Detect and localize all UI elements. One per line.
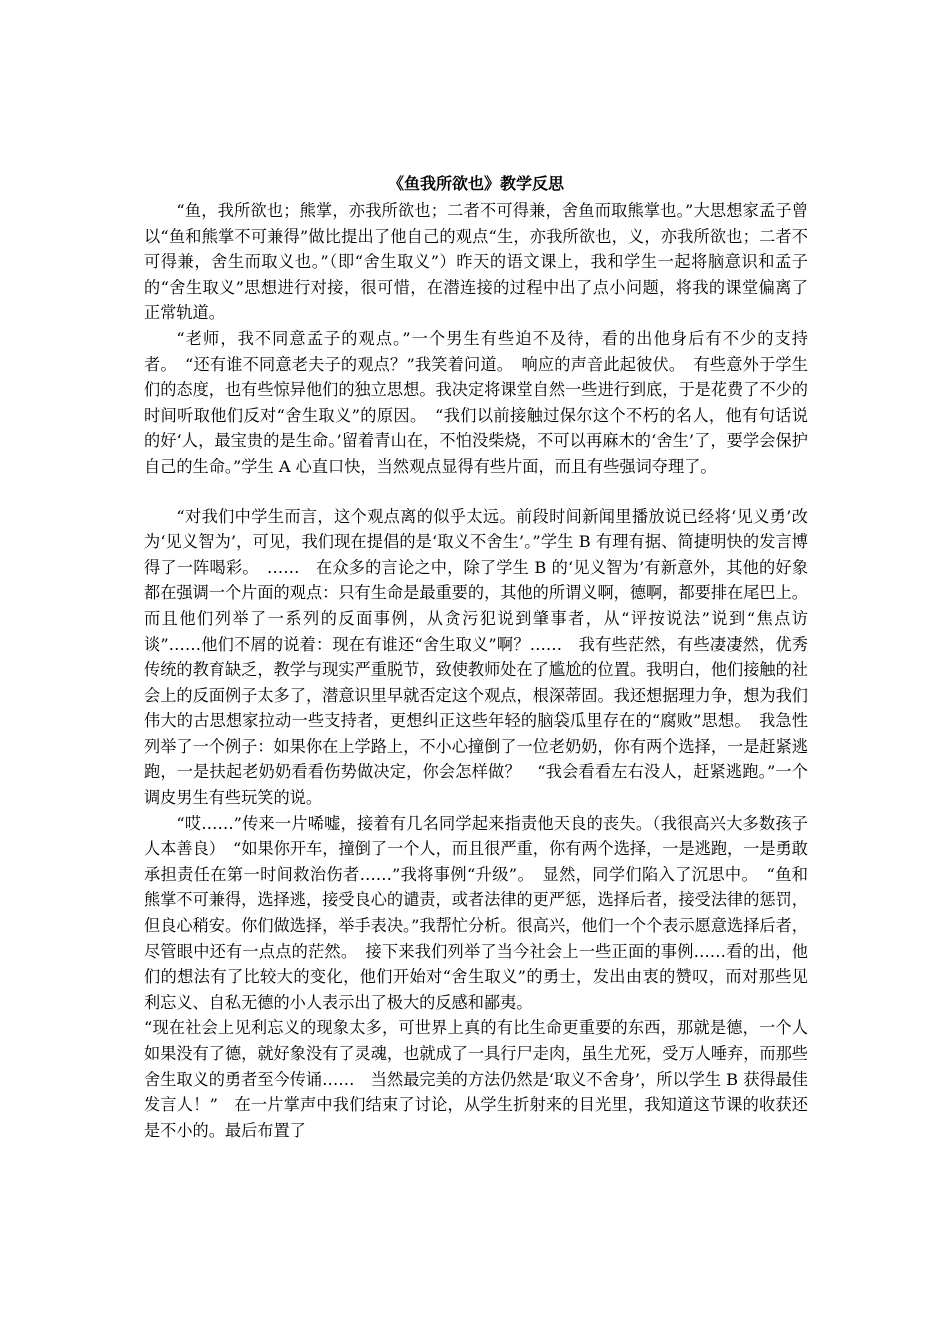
document-title: 《鱼我所欲也》教学反思 <box>387 174 564 193</box>
paragraph-2: “老师，我不同意孟子的观点。”一个男生有些迫不及待，看的出他身后有不少的支持者。 “还有谁不同意老夫子的观点？”我笑着问道。 响应的声音此起彼伏。 有些意外于学生们的态度，也有些惊异他们的独立思想。我决定将课堂自然一些进行到底，于是花费了不少的时间听取他们反对“舍生取义”的原因。 “我们以前接触过保尔这个不朽的名人，他有句话说的好‘人，最宝贵的是生命。’留着青山在，不怕没柴烧，不可以再麻木的‘舍生’了，要学会保护自己的生命。”学生 A 心直口快，当然观点显得有些片面，而且有些强词夺理了。 <box>144 328 808 476</box>
paragraph-1: “鱼，我所欲也；熊掌，亦我所欲也；二者不可得兼，舍鱼而取熊掌也。”大思想家孟子曾以“鱼和熊掌不可兼得”做比提出了他自己的观点“生，亦我所欲也，义，亦我所欲也；二者不可得兼，舍生而取义也。”（即“舍生取义”）昨天的语文课上，我和学生一起将脑意识和孟子的“舍生取义”思想进行对接，很可惜，在潜连接的过程中出了点小问题，将我的课堂偏离了正常轨道。 <box>144 201 808 323</box>
paragraph-3: “对我们中学生而言，这个观点离的似乎太远。前段时间新闻里播放说已经将‘见义勇’改为‘见义智为’，可见，我们现在提倡的是‘取义不舍生’。”学生 B 有理有据、简捷明快的发言博得了一阵喝彩。 …… 在众多的言论之中，除了学生 B 的‘见义智为’有新意外，其他的好象都在强调一个片面的观点：只有生命是最重要的，其他的所谓义啊，德啊，都要排在尾巴上。而且他们列举了一系列的反面事例，从贪污犯说到肇事者，从“评按说法”说到“焦点访谈”……他们不屑的说着：现在有谁还“舍生取义”啊？…… 我有些茫然，有些凄凄然，优秀传统的教育缺乏，教学与现实严重脱节，致使教师处在了尴尬的位置。我明白，他们接触的社会上的反面例子太多了，潜意识里早就否定这个观点，根深蒂固。我还想据理力争，想为我们伟大的古思想家拉动一些支持者，更想纠正这些年轻的脑袋瓜里存在的“腐败”思想。 我急性列举了一个例子：如果你在上学路上，不小心撞倒了一位老奶奶，你有两个选择，一是赶紧逃跑，一是扶起老奶奶看看伤势做决定，你会怎样做？ “我会看看左右没人，赶紧逃跑。”一个调皮男生有些玩笑的说。 <box>144 506 808 808</box>
paragraph-4: “哎……”传来一片唏嘘，接着有几名同学起来指责他天良的丧失。（我很高兴大多数孩子人本善良） “如果你开车，撞倒了一个人，而且很严重，你有两个选择，一是逃跑，一是勇敢承担责任在第一时间救治伤者……”我将事例“升级”。 显然，同学们陷入了沉思中。 “鱼和熊掌不可兼得，选择逃，接受良心的谴责，或者法律的更严惩，选择后者，接受法律的惩罚，但良心稍安。你们做选择，举手表决。”我帮忙分析。很高兴，他们一个个表示愿意选择后者，尽管眼中还有一点点的茫然。 接下来我们列举了当今社会上一些正面的事例……看的出，他们的想法有了比较大的变化，他们开始对“舍生取义”的勇士，发出由衷的赞叹，而对那些见利忘义、自私无德的小人表示出了极大的反感和鄙夷。 <box>144 813 808 1012</box>
paragraph-5: “现在社会上见利忘义的现象太多，可世界上真的有比生命更重要的东西，那就是德，一个人如果没有了德，就好象没有了灵魂，也就成了一具行尸走肉，虽生尤死，受万人唾弃，而那些舍生取义的勇者至今传诵…… 当然最完美的方法仍然是‘取义不舍身’，所以学生 B 获得最佳发言人！” 在一片掌声中我们结束了讨论，从学生折射来的目光里，我知道这节课的收获还是不小的。最后布置了 <box>144 1018 808 1140</box>
document-page <box>144 170 808 1143</box>
